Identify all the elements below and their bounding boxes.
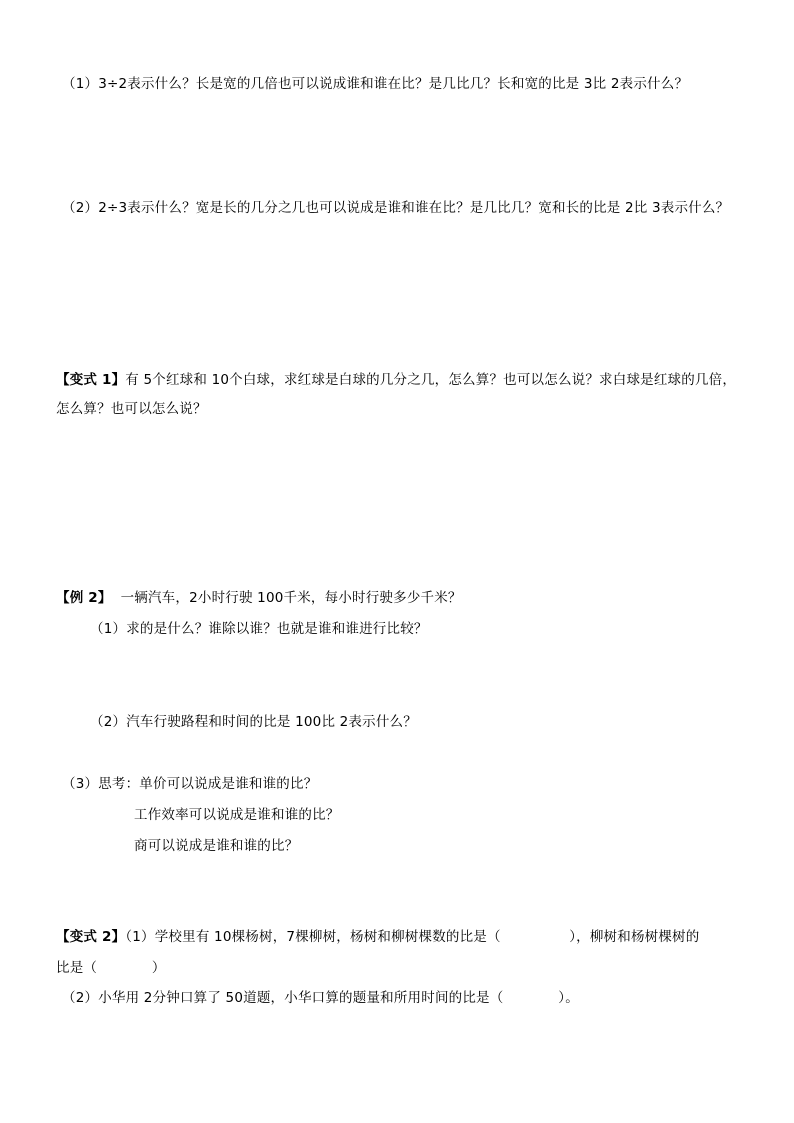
question-1: （1）3÷2表示什么？长是宽的几倍也可以说成谁和谁在比？是几比几？长和宽的比是 3比 2表示什么？ bbox=[62, 76, 689, 92]
variant-2-line-1 bbox=[56, 929, 699, 945]
variant-2-line-3: （2）小华用 2分钟口算了 50道题，小华口算的题量和所用时间的比是（ ）。 bbox=[62, 990, 579, 1006]
question-2: （2）2÷3表示什么？宽是长的几分之几也可以说成是谁和谁在比？是几比几？宽和长的比是 2比 3表示什么？ bbox=[62, 200, 730, 216]
variant-2-tag: 【变式 2】 bbox=[56, 929, 126, 945]
example-2-sub-3c: 商可以说成是谁和谁的比？ bbox=[134, 838, 299, 854]
variant-1-line-2: 怎么算？也可以怎么说？ bbox=[56, 401, 207, 417]
example-2-heading bbox=[56, 590, 462, 606]
variant-1-tag: 【变式 1】 bbox=[56, 372, 126, 388]
variant-1-line-1 bbox=[56, 372, 736, 388]
example-2-tag: 【例 2】 bbox=[56, 590, 112, 606]
example-2-sub-1: （1）求的是什么？谁除以谁？也就是谁和谁进行比较？ bbox=[90, 621, 428, 637]
example-2-sub-3: （3）思考：单价可以说成是谁和谁的比？ bbox=[62, 776, 318, 792]
variant-1-text: 有 5个红球和 10个白球，求红球是白球的几分之几，怎么算？也可以怎么说？求白球是红球的几倍， bbox=[125, 372, 737, 388]
example-2-text: 一辆汽车，2小时行驶 100千米，每小时行驶多少千米？ bbox=[120, 590, 462, 606]
example-2-sub-3b: 工作效率可以说成是谁和谁的比？ bbox=[134, 807, 340, 823]
example-2-sub-2: （2）汽车行驶路程和时间的比是 100比 2表示什么？ bbox=[90, 714, 417, 730]
variant-2-line-2: 比是（ ） bbox=[56, 960, 166, 976]
variant-2-text: （1）学校里有 10棵杨树，7棵柳树，杨树和柳树棵数的比是（ ），柳树和杨树棵树的 bbox=[125, 929, 700, 945]
